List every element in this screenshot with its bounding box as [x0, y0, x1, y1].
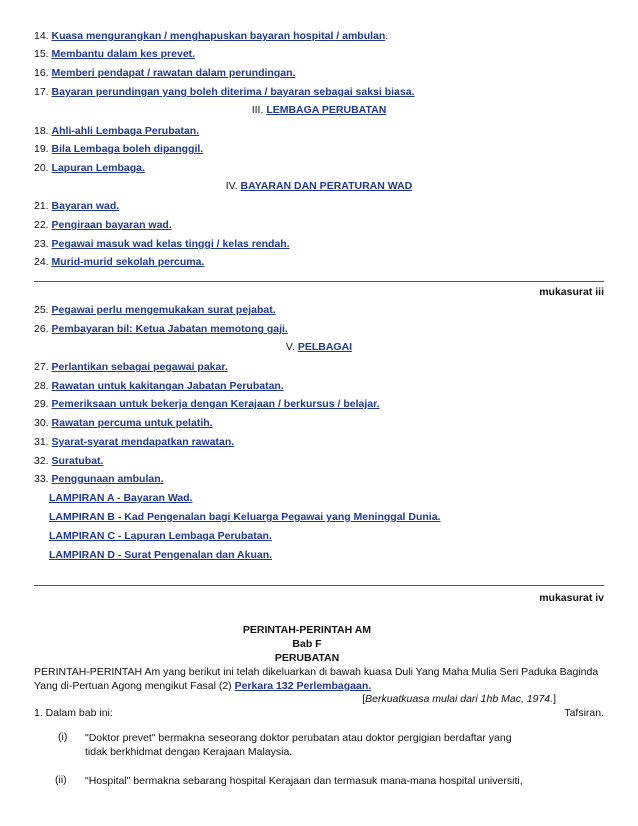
- toc-link-18[interactable]: Ahli-ahli Lembaga Perubatan.: [51, 125, 200, 137]
- toc-item-14: 14. Kuasa mengurangkan / menghapuskan bayaran hospital / ambulan.: [34, 30, 389, 42]
- toc-item-27: 27. Perlantikan sebagai pegawai pakar.: [34, 361, 228, 373]
- appendix-link-a[interactable]: LAMPIRAN A - Bayaran Wad.: [49, 492, 193, 504]
- toc-link-26[interactable]: Pembayaran bil: Ketua Jabatan memotong gaji.: [51, 323, 288, 335]
- toc-link-24[interactable]: Murid-murid sekolah percuma.: [51, 256, 205, 268]
- toc-item-32: 32. Suratubat.: [34, 455, 104, 467]
- toc-link-31[interactable]: Syarat-syarat mendapatkan rawatan.: [51, 436, 235, 448]
- toc-link-20[interactable]: Lapuran Lembaga.: [51, 162, 145, 174]
- document-heading-3: PERUBATAN: [274, 652, 340, 664]
- toc-item-15: 15. Membantu dalam kes prevet.: [34, 48, 196, 60]
- toc-link-16[interactable]: Memberi pendapat / rawatan dalam perundingan.: [51, 67, 296, 79]
- definition-ii-text: "Hospital" bermakna sebarang hospital Kerajaan dan termasuk mana-mana hospital universiti,: [85, 775, 523, 787]
- toc-item-30: 30. Rawatan percuma untuk pelatih.: [34, 417, 213, 429]
- appendix-a: [49, 492, 193, 505]
- toc-item-19: 19. Bila Lembaga boleh dipanggil.: [34, 143, 204, 155]
- section-link-v[interactable]: PELBAGAI: [297, 341, 353, 353]
- toc-link-19[interactable]: Bila Lembaga boleh dipanggil.: [51, 143, 204, 155]
- perkara-132-link[interactable]: Perkara 132 Perlembagaan.: [234, 680, 372, 692]
- toc-item-29: 29. Pemeriksaan untuk bekerja dengan Kerajaan / berkursus / belajar.: [34, 398, 380, 410]
- section-heading-iv: IV. BAYARAN DAN PERATURAN WAD: [225, 180, 413, 192]
- toc-item-24: 24. Murid-murid sekolah percuma.: [34, 256, 205, 268]
- clause-1-label: 1. Dalam bab ini:: [34, 707, 113, 719]
- toc-link-23[interactable]: Pegawai masuk wad kelas tinggi / kelas rendah.: [51, 238, 290, 250]
- toc-link-17[interactable]: Bayaran perundingan yang boleh diterima / bayaran sebagai saksi biasa.: [51, 86, 415, 98]
- definition-i-number: (i): [58, 731, 68, 743]
- toc-item-20: 20. Lapuran Lembaga.: [34, 162, 145, 174]
- toc-item-22: 22. Pengiraan bayaran wad.: [34, 219, 172, 231]
- appendix-link-b[interactable]: LAMPIRAN B - Kad Pengenalan bagi Keluarga Pegawai yang Meninggal Dunia.: [49, 511, 441, 523]
- toc-item-23: 23. Pegawai masuk wad kelas tinggi / kelas rendah.: [34, 238, 290, 250]
- intro-paragraph: PERINTAH-PERINTAH Am yang berikut ini telah dikeluarkan di bawah kuasa Duli Yang Maha Mulia Seri Paduka Baginda Yang di-Pertuan Agong mengikut Fasal (2) Perkara 132 Perlembagaan.: [34, 666, 599, 692]
- document-heading-1: PERINTAH-PERINTAH AM: [242, 624, 372, 636]
- toc-link-25[interactable]: Pegawai perlu mengemukakan surat pejabat.: [51, 304, 276, 316]
- toc-item-17: 17. Bayaran perundingan yang boleh diterima / bayaran sebagai saksi biasa.: [34, 86, 415, 98]
- toc-item-31: 31. Syarat-syarat mendapatkan rawatan.: [34, 436, 235, 448]
- appendix-c: [49, 530, 272, 543]
- page-divider: [34, 585, 604, 586]
- definition-ii-number: (ii): [55, 774, 67, 786]
- toc-item-28: 28. Rawatan untuk kakitangan Jabatan Perubatan.: [34, 380, 284, 392]
- toc-item-21: 21. Bayaran wad.: [34, 200, 120, 212]
- toc-item-26: 26. Pembayaran bil: Ketua Jabatan memotong gaji.: [34, 323, 288, 335]
- toc-link-29[interactable]: Pemeriksaan untuk bekerja dengan Kerajaan / berkursus / belajar.: [51, 398, 380, 410]
- toc-link-27[interactable]: Perlantikan sebagai pegawai pakar.: [51, 361, 228, 373]
- effective-date: [Berkuatkuasa mulai dari 1hb Mac, 1974.]: [362, 693, 556, 705]
- clause-1-sidenote: Tafsiran.: [564, 707, 604, 719]
- toc-link-32[interactable]: Suratubat.: [51, 455, 104, 467]
- section-heading-v: V. PELBAGAI: [285, 341, 353, 353]
- document-heading-2: Bab F: [292, 638, 322, 650]
- toc-item-25: 25. Pegawai perlu mengemukakan surat pejabat.: [34, 304, 276, 316]
- toc-link-21[interactable]: Bayaran wad.: [51, 200, 120, 212]
- appendix-link-d[interactable]: LAMPIRAN D - Surat Pengenalan dan Akuan.: [49, 549, 273, 561]
- toc-link-14[interactable]: Kuasa mengurangkan / menghapuskan bayaran hospital / ambulan: [51, 30, 386, 42]
- section-link-iii[interactable]: LEMBAGA PERUBATAN: [266, 104, 387, 116]
- toc-link-22[interactable]: Pengiraan bayaran wad.: [51, 219, 172, 231]
- toc-link-28[interactable]: Rawatan untuk kakitangan Jabatan Perubatan.: [51, 380, 284, 392]
- toc-link-30[interactable]: Rawatan percuma untuk pelatih.: [51, 417, 213, 429]
- toc-item-33: 33. Penggunaan ambulan.: [34, 473, 164, 485]
- toc-item-18: 18. Ahli-ahli Lembaga Perubatan.: [34, 125, 200, 137]
- appendix-link-c[interactable]: LAMPIRAN C - Lapuran Lembaga Perubatan.: [49, 530, 272, 542]
- toc-link-33[interactable]: Penggunaan ambulan.: [51, 473, 164, 485]
- toc-link-15[interactable]: Membantu dalam kes prevet.: [51, 48, 196, 60]
- page-divider: [34, 281, 604, 282]
- appendix-d: [49, 549, 272, 562]
- page-label-iii: mukasurat iii: [539, 286, 604, 298]
- appendix-b: [49, 511, 440, 524]
- section-link-iv[interactable]: BAYARAN DAN PERATURAN WAD: [240, 180, 413, 192]
- page-label-iv: mukasurat iv: [539, 592, 604, 604]
- toc-item-16: 16. Memberi pendapat / rawatan dalam perundingan.: [34, 67, 296, 79]
- definition-i-text: "Doktor prevet" bermakna seseorang doktor perubatan atau doktor pergigian berdaftar yang tidak berkhidmat dengan Kerajaan Malaysia.: [85, 732, 512, 758]
- section-heading-iii: III. LEMBAGA PERUBATAN: [251, 104, 387, 116]
